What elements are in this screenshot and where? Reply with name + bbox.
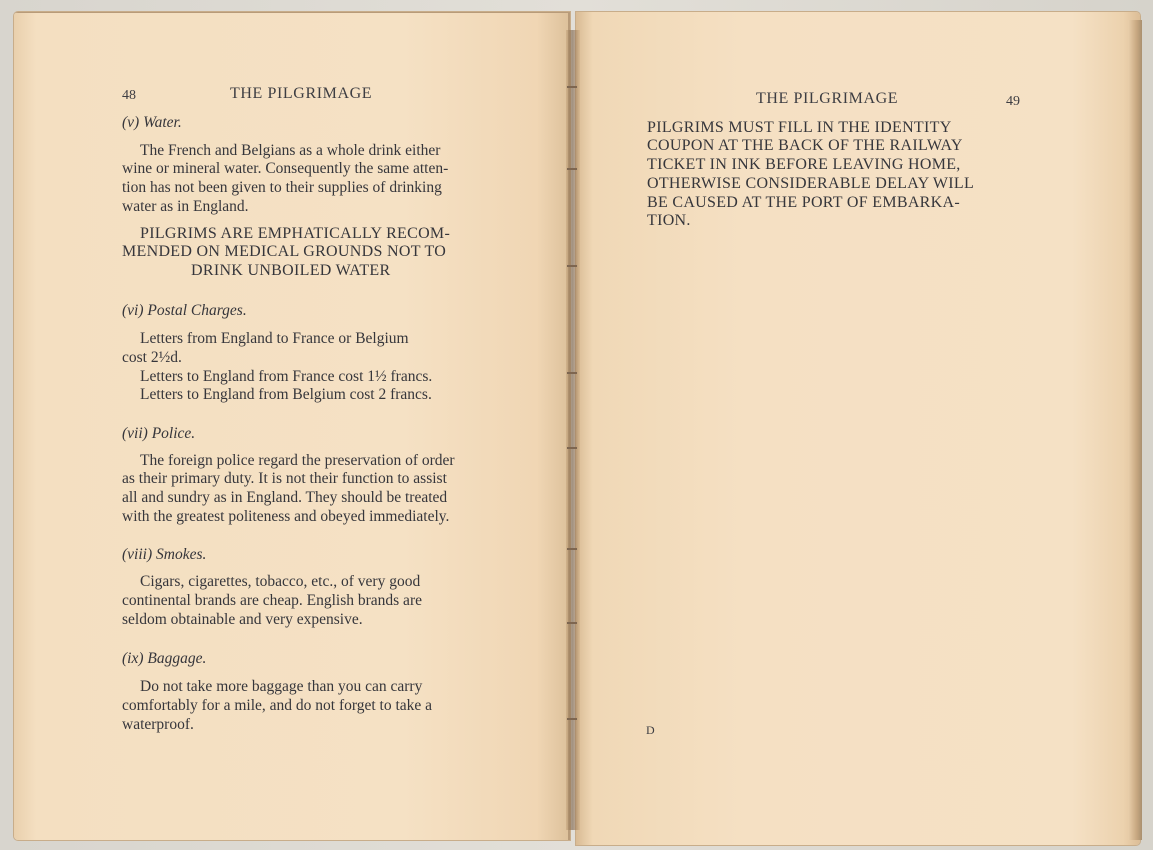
right-running-head: THE PILGRIMAGE — [756, 90, 899, 107]
book-gutter — [566, 30, 580, 830]
postal-line: Letters to England from France cost 1½ francs. — [140, 368, 433, 385]
police-paragraph-line: with the greatest politeness and obeyed immediately. — [122, 508, 450, 525]
water-paragraph-line: The French and Belgians as a whole drink either — [140, 142, 441, 159]
baggage-paragraph-line: Do not take more baggage than you can carry — [140, 678, 423, 695]
section-heading-water: (v) Water. — [122, 114, 182, 131]
notice-line: PILGRIMS MUST FILL IN THE IDENTITY — [647, 119, 952, 136]
postal-line: Letters to England from Belgium cost 2 francs. — [140, 386, 432, 403]
binding-stitch — [567, 168, 577, 170]
notice-line: TION. — [647, 212, 691, 229]
binding-stitch — [567, 548, 577, 550]
binding-stitch — [567, 718, 577, 720]
notice-line: BE CAUSED AT THE PORT OF EMBARKA- — [647, 194, 960, 211]
water-emphasis-line: MENDED ON MEDICAL GROUNDS NOT TO — [122, 243, 447, 260]
section-heading-baggage: (ix) Baggage. — [122, 650, 207, 667]
water-emphasis-line: PILGRIMS ARE EMPHATICALLY RECOM- — [140, 225, 451, 242]
water-paragraph-line: tion has not been given to their supplies of drinking — [122, 179, 442, 196]
water-paragraph-line: water as in England. — [122, 198, 249, 215]
notice-line: COUPON AT THE BACK OF THE RAILWAY — [647, 137, 963, 154]
right-page-edge — [1128, 20, 1142, 840]
left-page — [14, 12, 570, 840]
postal-line: Letters from England to France or Belgium — [140, 330, 409, 347]
notice-line: OTHERWISE CONSIDERABLE DELAY WILL — [647, 175, 975, 192]
left-page-number: 48 — [122, 88, 136, 103]
binding-stitch — [567, 447, 577, 449]
smokes-paragraph-line: Cigars, cigarettes, tobacco, etc., of very good — [140, 573, 421, 590]
binding-stitch — [567, 265, 577, 267]
postal-line: cost 2½d. — [122, 349, 182, 366]
binding-stitch — [567, 372, 577, 374]
water-emphasis-line: DRINK UNBOILED WATER — [191, 262, 391, 279]
right-page-number: 49 — [1006, 94, 1020, 109]
notice-line: TICKET IN INK BEFORE LEAVING HOME, — [647, 156, 961, 173]
left-running-head: THE PILGRIMAGE — [230, 85, 373, 102]
section-heading-police: (vii) Police. — [122, 425, 196, 442]
baggage-paragraph-line: comfortably for a mile, and do not forget to take a — [122, 697, 433, 714]
smokes-paragraph-line: continental brands are cheap. English brands are — [122, 592, 422, 609]
baggage-paragraph-line: waterproof. — [122, 716, 194, 733]
police-paragraph-line: The foreign police regard the preservation of order — [140, 452, 455, 469]
binding-stitch — [567, 622, 577, 624]
signature-mark: D — [646, 723, 655, 737]
smokes-paragraph-line: seldom obtainable and very expensive. — [122, 611, 363, 628]
water-paragraph-line: wine or mineral water. Consequently the same atten- — [122, 160, 449, 177]
section-heading-smokes: (viii) Smokes. — [122, 546, 207, 563]
binding-stitch — [567, 86, 577, 88]
section-heading-postal: (vi) Postal Charges. — [122, 302, 247, 319]
police-paragraph-line: as their primary duty. It is not their function to assist — [122, 470, 447, 487]
police-paragraph-line: all and sundry as in England. They should be treated — [122, 489, 448, 506]
